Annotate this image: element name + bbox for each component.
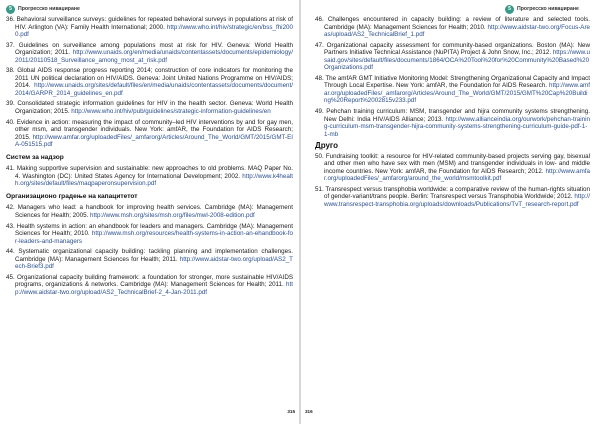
chapter-badge: 5 [505, 5, 514, 14]
reference-text: 41. Making supportive supervision and sustainable: new approaches to old problems. MAQ Paper No. 4. Washington (DC): United States Agency for International Development; 2002. [6, 165, 293, 180]
reference-text: 46. Challenges encountered in capacity building: a review of literature and selected tools. Cambridge (MA): Management Sciences for Health; 2010. [315, 16, 590, 31]
reference-link[interactable]: http://www.unaids.org/en/media/unaids/contentassets/documents/epidemiology/2011/20110518_Surveillance_among_most_at_risk.pdf [15, 49, 293, 64]
reference-entry [6, 42, 293, 65]
header-title: Прогресско ниваџиране [18, 6, 80, 12]
left-page [0, 0, 299, 424]
reference-text: 44. Systematic organizational capacity building: tackling planning and implementation challenges. Cambridge (MA): Management Sciences for Health; 2011. [6, 248, 293, 263]
reference-entry [6, 119, 293, 149]
reference-text: 43. Health systems in action: an ehandbook for leaders and managers. Cambridge (MA): Management Sciences for Health; 2010. [6, 222, 293, 238]
reference-text: 38. Global AIDS response progress reporting 2014; construction of core indicators for monitoring the 2011 UN political declaration on HIV/AIDS. Geneva: Joint United Nations Programme on HIV/AIDS; 2014. [6, 67, 293, 90]
reference-entry [315, 42, 590, 72]
right-page [301, 0, 600, 424]
refs-group-c [6, 204, 293, 296]
reference-entry [6, 67, 293, 97]
reference-entry [315, 16, 590, 39]
section-heading: Организационо градење на капацитетот [6, 192, 138, 200]
reference-entry [315, 108, 590, 138]
reference-text: 51. Transrespect versus transphobia worldwide: a comparative review of the human-rights situation of gender-variant/trans people. Berlin: Transrespect versus Transphobia Worldwide; 2012. [315, 185, 590, 201]
refs-group-b [6, 165, 293, 188]
running-header [6, 4, 80, 14]
reference-link[interactable]: http://www.who.int/hiv/pub/guidelines/strategic-information-guidelines/en [71, 108, 271, 116]
reference-text: 49. Pehchan training curriculum: MSM, transgender and hijra community systems strengthening. New Delhi: India HIV/AIDS Alliance; 2013. [315, 108, 590, 123]
page-number: 315 [287, 409, 295, 414]
reference-link[interactable]: http://www.amfar.org/uploadedFiles/_amfarorg/Articles/Around_The_World/GMT/2015/GMT-EIA-051515.pdf [15, 133, 293, 149]
reference-entry [6, 204, 293, 219]
reference-link[interactable]: http://www.amfar.org/uploadedFiles/_amfarorg/around_the_world/msmtoolkit.pdf [324, 167, 590, 183]
refs-group-b [315, 153, 590, 209]
refs-group-a [315, 16, 590, 138]
reference-text: 36. Behavioral surveillance surveys: guidelines for repeated behavioral surveys in populations at risk of HIV. Arlington (VA): Family Health International; 2000. [6, 16, 293, 31]
section-heading: Систем за надзор [6, 153, 64, 161]
running-header [505, 4, 579, 14]
reference-entry [6, 248, 293, 271]
reference-text: 37. Guidelines on surveillance among populations most at risk for HIV. Geneva: World Health Organization; 2011. [6, 41, 293, 57]
chapter-badge: 5 [6, 5, 15, 14]
reference-text: 42. Managers who lead: a handbook for improving health services. Cambridge (MA): Management Sciences for Health; 2005. [6, 204, 293, 220]
reference-entry [6, 100, 293, 115]
reference-text: 48. The amfAR GMT Initiative Monitoring Model: Strengthening Organizational Capacity and Impact Through Local Expertise. New York: amfAR, the Foundation for AIDS Research. [315, 74, 590, 90]
reference-link[interactable]: http://www.msh.org/sites/msh.org/files/mwl-2008-edition.pdf [90, 212, 255, 220]
reference-link[interactable]: http://www.amfar.org/uploadedFiles/_amfarorg/Articles/Around_The_World/GMT/2015/GMT%20Cap%20Building%20Report%2002815v233.pdf [324, 82, 590, 105]
reference-entry [6, 165, 293, 188]
reference-text: 40. Evidence in action: measuring the impact of community–led HIV interventions by and for gay men, other msm, and transgender individuals. New York: amfAR, the Foundation for AIDS Research; 2015. [6, 118, 293, 141]
reference-link[interactable]: http://www.msh.org/resources/health-systems-in-action-an-ehandbook-for-leaders-and-managers [15, 230, 293, 245]
refs-group-a [6, 16, 293, 149]
reference-link[interactable]: http://www.aidstar-two.org/upload/AS2_TechnicalBrief-2_4-Jan-2011.pdf [15, 281, 293, 296]
reference-entry [315, 186, 590, 209]
reference-entry [6, 274, 293, 297]
reference-entry [6, 16, 293, 39]
reference-entry [315, 153, 590, 183]
reference-link[interactable]: http://www.allianceindia.org/ourwork/pehchan-training-curriculum-msm-transgender-hijra-community-systems-strengthening-curriculum-guide-pdf-1-1-mb [324, 115, 590, 138]
header-title: Прогресско ниваџиране [517, 6, 579, 12]
reference-link[interactable]: http://www.transrespect-transphobia.org/uploads/downloads/Publications/TvT_research-report.pdf [324, 193, 591, 209]
reference-text: 39. Consolidated strategic information guidelines for HIV in the health sector. Geneva: World Health Organization; 2015. [6, 100, 293, 116]
reference-text: 50. Fundraising toolkit: a resource for HIV-related community-based projects serving gay, bisexual and other men who have sex with men (MSM) and transgender individuals in low- and middle income countries. New York: amfAR, the Foundation for AIDS Research; 2012. [315, 152, 590, 175]
reference-link[interactable]: http://www.unaids.org/sites/default/files/en/media/unaids/contentassets/documents/document/2014/GARPR_2014_guidelines_en.pdf [15, 82, 293, 97]
reference-link[interactable]: http://www.who.int/hiv/strategic/en/bss_fhi2000.pdf [15, 23, 293, 39]
reference-link[interactable]: http://www.aidstar-two.org/Focus-Areas/upload/AS2_TechnicalBrief_1.pdf [324, 23, 590, 39]
reference-list [315, 16, 590, 212]
reference-text: 47. Organizational capacity assessment for community-based organizations. Boston (MA): New Partners Initiative Technical Assistance (NuPITA) Project & John Snow, Inc.; 2012. [315, 41, 590, 57]
reference-link[interactable]: http://www.k4health.org/sites/default/files/maqpaperonsupervision.pdf [15, 172, 293, 188]
reference-link[interactable]: http://www.aidstar-two.org/upload/AS2_Tech-Brief3.pdf [15, 255, 293, 271]
reference-entry [6, 223, 293, 246]
reference-text: 45. Organizational capacity building framework: a foundation for stronger, more sustainable HIV/AIDS programs, organizations & networks. Cambridge (MA): Management Sciences for Health; 2011. [6, 273, 293, 289]
page-number: 316 [305, 409, 313, 414]
section-heading: Друго [315, 141, 339, 151]
reference-list [6, 16, 293, 300]
reference-link[interactable]: https://www.usaid.gov/sites/default/files/documents/1864/OCA%20Tool%20for%20Community%20Based%20Organizations.pdf [324, 49, 590, 72]
reference-entry [315, 75, 590, 105]
